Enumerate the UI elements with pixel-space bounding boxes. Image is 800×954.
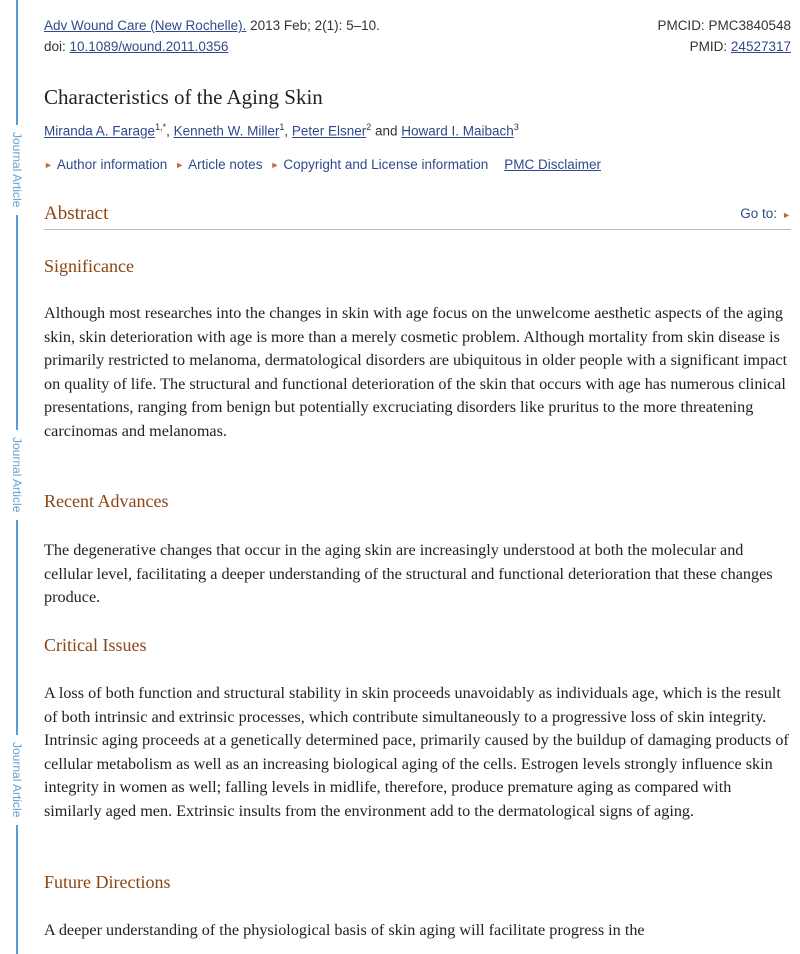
- author-affiliation: 1: [279, 122, 285, 132]
- author-link[interactable]: Howard I. Maibach: [401, 123, 514, 139]
- rail-line: [16, 520, 18, 735]
- author-separator: ,: [284, 123, 292, 139]
- author-affiliation: 1,*: [155, 122, 167, 132]
- author-link[interactable]: Kenneth W. Miller: [173, 123, 280, 139]
- section-heading-recent-advances: Recent Advances: [44, 491, 169, 511]
- author-link[interactable]: Peter Elsner: [291, 123, 367, 139]
- pmid-link[interactable]: 24527317: [730, 39, 791, 54]
- journal-link[interactable]: Adv Wound Care (New Rochelle).: [44, 18, 247, 33]
- rail-line: [16, 0, 18, 125]
- triangle-right-icon: ►: [782, 210, 791, 220]
- journal-article-rail: [10, 0, 24, 954]
- article-title: Characteristics of the Aging Skin: [44, 85, 323, 109]
- section-heading-significance: Significance: [44, 256, 134, 276]
- rail-label: Journal Article: [7, 735, 27, 825]
- triangle-right-icon: ►: [270, 159, 280, 170]
- pmcid: PMCID: PMC3840548: [657, 18, 791, 33]
- article-notes-toggle[interactable]: [175, 157, 262, 172]
- triangle-right-icon: ►: [44, 159, 53, 170]
- author-affiliation: 3: [513, 122, 519, 132]
- rail-label: Journal Article: [7, 430, 27, 520]
- copyright-label: Copyright and License information: [283, 157, 489, 172]
- copyright-toggle[interactable]: [270, 157, 488, 172]
- section-text-recent-advances: The degenerative changes that occur in the aging skin are increasingly understood at both the molecular and cellular level, facilitating a deeper understanding of the structural and functional deterioration that these changes produce.: [44, 541, 773, 607]
- author-information-label: Author information: [56, 157, 168, 172]
- rail-line: [16, 215, 18, 430]
- author-list: [44, 122, 519, 139]
- author-information-toggle[interactable]: [44, 157, 167, 172]
- section-heading-future-directions: Future Directions: [44, 872, 171, 892]
- goto-label: Go to:: [740, 206, 778, 221]
- rail-line: [16, 825, 18, 954]
- triangle-right-icon: ►: [175, 159, 185, 170]
- pmid-label: PMID:: [689, 39, 731, 54]
- article-notes-label: Article notes: [188, 157, 263, 172]
- author-affiliation: 2: [366, 122, 372, 132]
- section-text-significance: Although most researches into the changes in skin with age focus on the unwelcome aesthetic aspects of the aging skin, skin deterioration with age is more than a merely cosmetic problem. Although mortality from skin disease is primarily restricted to melanoma, dermatological disorders are ubiquitous in older people with a significant impact on quality of life. The structural and functional deterioration of the skin that occurs with age has numerous clinical presentations, ranging from benign but potentially excruciating disorders like pruritus to the more threatening carcinomas and melanomas.: [44, 304, 788, 440]
- issue-date: 2013 Feb; 2(1): 5–10.: [246, 18, 380, 33]
- author-separator: and: [371, 123, 402, 139]
- doi-link[interactable]: 10.1089/wound.2011.0356: [69, 39, 229, 54]
- abstract-heading: Abstract: [44, 203, 109, 224]
- section-text-future-directions: A deeper understanding of the physiological basis of skin aging will facilitate progress in the: [44, 921, 645, 939]
- abstract-header: [44, 203, 791, 230]
- pmc-disclaimer-link[interactable]: PMC Disclaimer: [504, 157, 602, 172]
- section-text-critical-issues: A loss of both function and structural stability in skin proceeds unavoidably as individuals age, which is the result of both intrinsic and extrinsic processes, which contribute simultaneously to a progressive loss of skin integrity. Intrinsic aging proceeds at a genetically determined pace, primarily caused by the buildup of damaging products of cellular metabolism as well as an increasing biological aging of the cells. Estrogen levels strongly influence skin integrity in women as well; falling levels in midlife, therefore, produce premature aging as compared with similarly aged men. Extrinsic insults from the environment add to the dermatological signs of aging.: [44, 684, 789, 820]
- section-heading-critical-issues: Critical Issues: [44, 635, 147, 655]
- author-link[interactable]: Miranda A. Farage: [44, 123, 156, 139]
- article-info-links: [44, 157, 601, 172]
- doi-label: doi:: [44, 39, 70, 54]
- rail-label: Journal Article: [7, 125, 27, 215]
- citation-header: [44, 15, 791, 57]
- goto-menu[interactable]: [740, 206, 791, 221]
- author-separator: ,: [166, 123, 174, 139]
